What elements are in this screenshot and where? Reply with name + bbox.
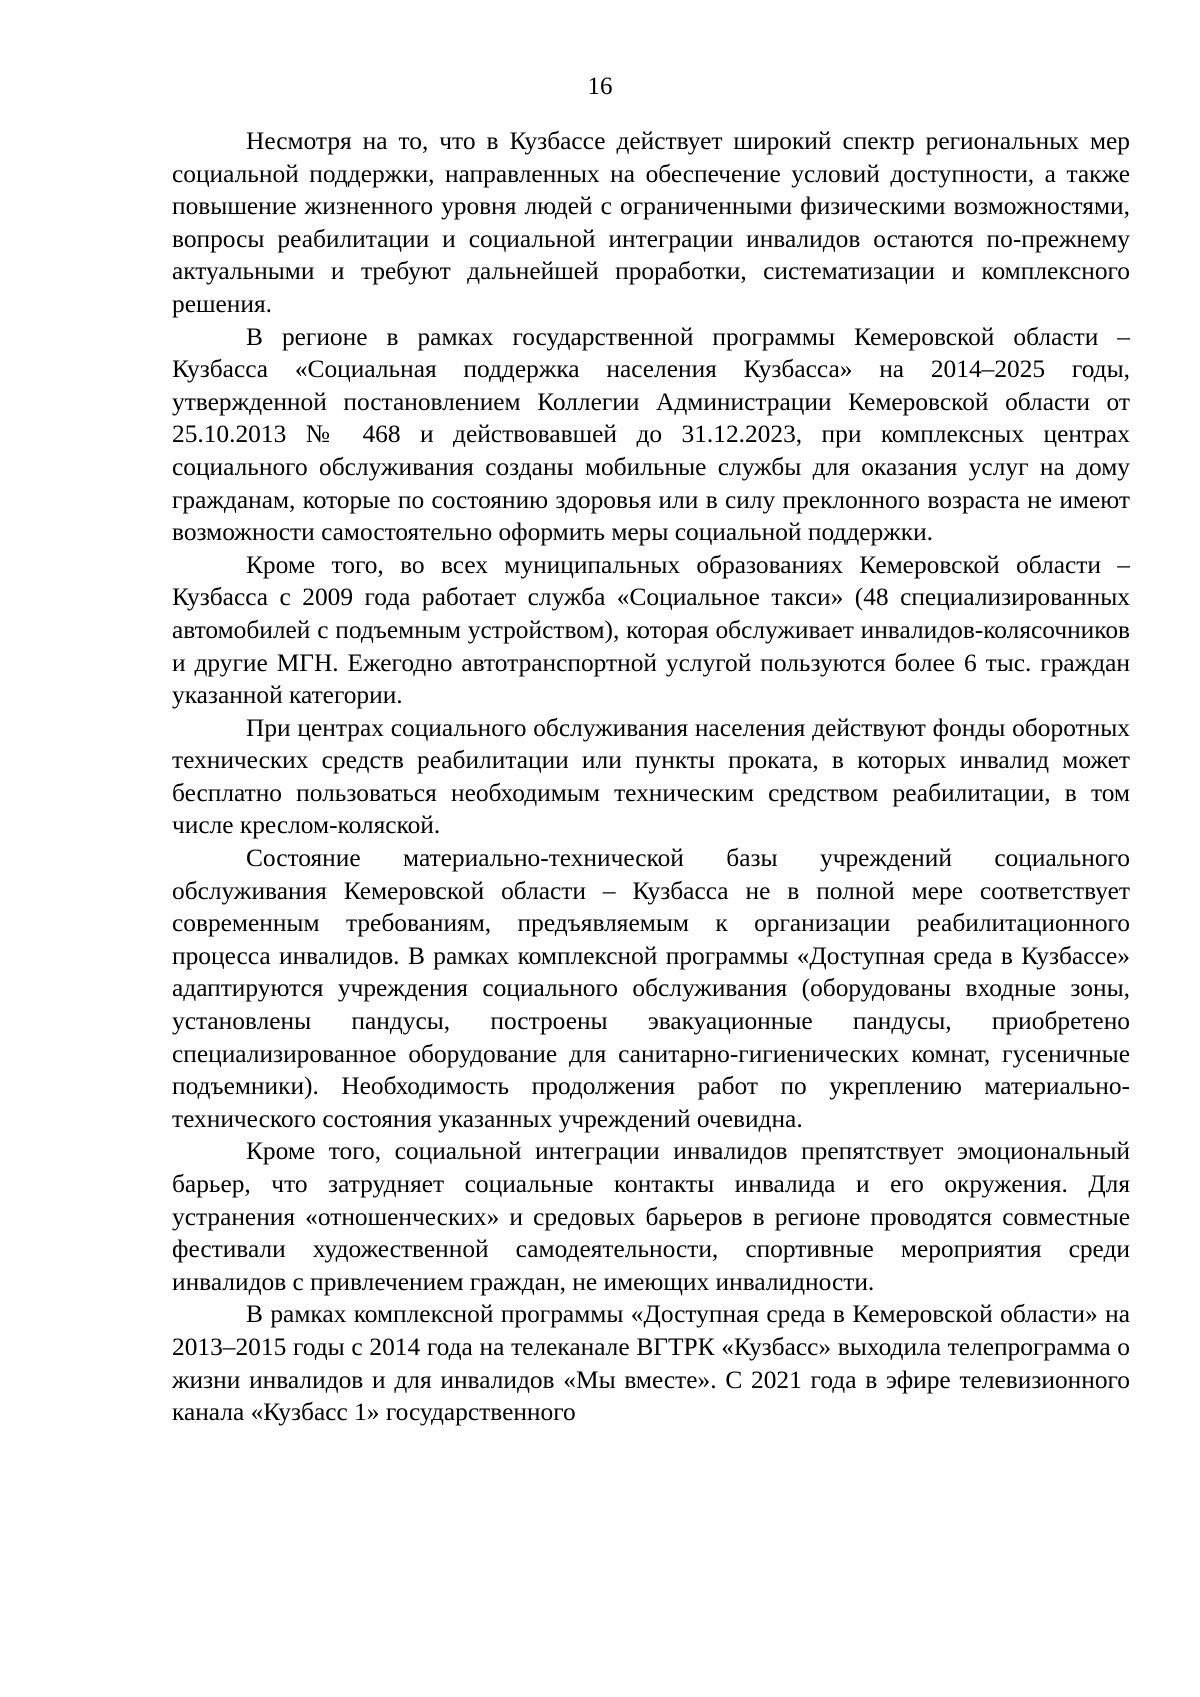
paragraph: Кроме того, социальной интеграции инвалидов препятствует эмоциональный барьер, что затрудняет социальные контакты инвалида и его окружения. Для устранения «отношенческих» и средовых барьеров в регионе проводятся совместные фестивали художественной самодеятельности, спортивные мероприятия среди инвалидов с привлечением граждан, не имеющих инвалидности. <box>172 1137 1130 1296</box>
paragraph: В рамках комплексной программы «Доступная среда в Кемеровской области» на 2013–2015 годы с 2014 года на телеканале ВГТРК «Кузбасс» выходила телепрограмма о жизни инвалидов и для инвалидов «Мы вместе». С 2021 года в эфире телевизионного канала «Кузбасс 1» государственного <box>172 1300 1130 1427</box>
paragraph: При центрах социального обслуживания населения действуют фонды оборотных технических средств реабилитации или пункты проката, в которых инвалид может бесплатно пользоваться необходимым техническим средством реабилитации, в том числе креслом-коляской. <box>172 713 1130 840</box>
page-number: 16 <box>587 73 613 100</box>
paragraph: Кроме того, во всех муниципальных образованиях Кемеровской области – Кузбасса с 2009 года работает служба «Социальное такси» (48 специализированных автомобилей с подъемным устройством), которая обслуживает инвалидов-колясочников и другие МГН. Ежегодно автотранспортной услугой пользуются более 6 тыс. граждан указанной категории. <box>172 550 1130 710</box>
paragraph: Несмотря на то, что в Кузбассе действует широкий спектр региональных мер социальной поддержки, направленных на обеспечение условий доступности, а также повышение жизненного уровня людей с ограниченными физическими возможностями, вопросы реабилитации и социальной интеграции инвалидов остаются по-прежнему актуальными и требуют дальнейшей проработки, систематизации и комплексного решения. <box>172 127 1130 318</box>
paragraph: Состояние материально-технической базы учреждений социального обслуживания Кемеровской области – Кузбасса не в полной мере соответствует современным требованиям, предъявляемым к организации реабилитационного процесса инвалидов. В рамках комплексной программы «Доступная среда в Кузбассе» адаптируются учреждения социального обслуживания (оборудованы входные зоны, установлены пандусы, построены эвакуационные пандусы, приобретено специализированное оборудование для санитарно-гигиенических комнат, гусеничные подъемники). Необходимость продолжения работ по укреплению материально-технического состояния указанных учреждений очевидна. <box>172 844 1130 1133</box>
paragraph: В регионе в рамках государственной программы Кемеровской области – Кузбасса «Социальная поддержка населения Кузбасса» на 2014–2025 годы, утвержденной постановлением Коллегии Администрации Кемеровской области от 25.10.2013 № 468 и действовавшей до 31.12.2023, при комплексных центрах социального обслуживания созданы мобильные службы для оказания услуг на дому гражданам, которые по состоянию здоровья или в силу преклонного возраста не имеют возможности самостоятельно оформить меры социальной поддержки. <box>172 322 1130 547</box>
document-body <box>172 125 1130 1429</box>
